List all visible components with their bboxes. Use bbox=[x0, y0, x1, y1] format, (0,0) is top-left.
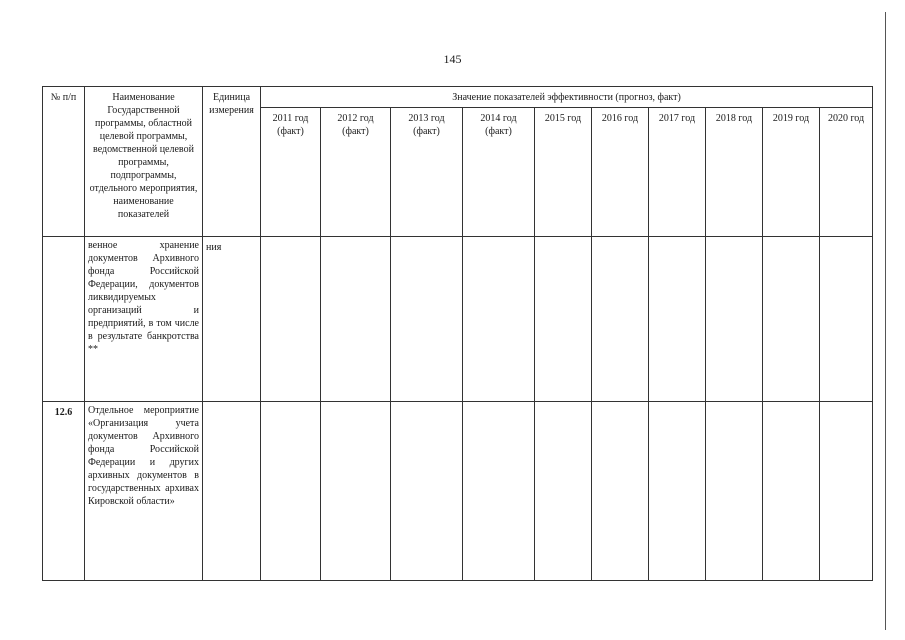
value-cell bbox=[321, 402, 391, 581]
row-number: 12.6 bbox=[43, 402, 85, 581]
value-cell bbox=[649, 402, 706, 581]
row-unit: ния bbox=[203, 237, 261, 402]
header-name: Наименование Государственной программы, областной целевой программы, ведомственной целевой программы, подпрограммы, отдельного мероприятия, наименование показателей bbox=[85, 87, 203, 237]
value-cell bbox=[820, 402, 873, 581]
value-cell bbox=[463, 237, 535, 402]
value-cell bbox=[261, 402, 321, 581]
indicators-table bbox=[42, 86, 873, 581]
year-2019: 2019 год bbox=[763, 108, 820, 237]
value-cell bbox=[535, 402, 592, 581]
year-2011: 2011 год (факт) bbox=[261, 108, 321, 237]
year-2017: 2017 год bbox=[649, 108, 706, 237]
value-cell bbox=[706, 237, 763, 402]
value-cell bbox=[321, 237, 391, 402]
value-cell bbox=[391, 237, 463, 402]
row-name: венное хранение документов Архивного фонда Российской Федерации, документов ликвидируемых организаций и предприятий, в том числе в результате банкротства ** bbox=[85, 237, 203, 402]
value-cell bbox=[535, 237, 592, 402]
value-cell bbox=[592, 402, 649, 581]
value-cell bbox=[820, 237, 873, 402]
year-2012: 2012 год (факт) bbox=[321, 108, 391, 237]
year-2015: 2015 год bbox=[535, 108, 592, 237]
header-unit: Единица измерения bbox=[203, 87, 261, 237]
page-number: 145 bbox=[443, 52, 462, 66]
year-2020: 2020 год bbox=[820, 108, 873, 237]
value-cell bbox=[763, 402, 820, 581]
year-2016: 2016 год bbox=[592, 108, 649, 237]
value-cell bbox=[763, 237, 820, 402]
header-row bbox=[43, 87, 873, 108]
value-cell bbox=[261, 237, 321, 402]
row-name: Отдельное мероприятие «Организация учета документов Архивного фонда Российской Федерации и других архивных документов в государственных архивах Кировской области» bbox=[85, 402, 203, 581]
header-number: № п/п bbox=[43, 87, 85, 237]
year-2014: 2014 год (факт) bbox=[463, 108, 535, 237]
value-cell bbox=[706, 402, 763, 581]
value-cell bbox=[463, 402, 535, 581]
scan-edge-line bbox=[885, 12, 886, 630]
value-cell bbox=[592, 237, 649, 402]
row-number bbox=[43, 237, 85, 402]
row-unit bbox=[203, 402, 261, 581]
table-row bbox=[43, 237, 873, 402]
table-row bbox=[43, 402, 873, 581]
year-2013: 2013 год (факт) bbox=[391, 108, 463, 237]
value-cell bbox=[649, 237, 706, 402]
year-2018: 2018 год bbox=[706, 108, 763, 237]
value-cell bbox=[391, 402, 463, 581]
header-values-title: Значение показателей эффективности (прогноз, факт) bbox=[261, 87, 873, 108]
